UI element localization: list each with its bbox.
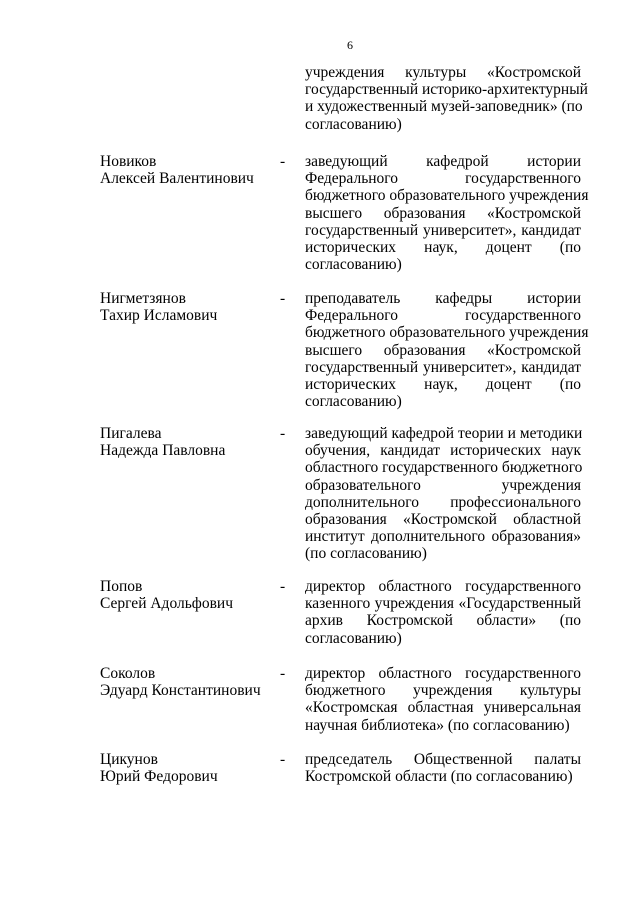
member-position-line: исторических наук, доцент (по bbox=[305, 376, 581, 393]
member-position-line: исторических наук, доцент (по bbox=[305, 239, 581, 256]
member-position-line: согласованию) bbox=[305, 393, 402, 411]
member-position-line: согласованию) bbox=[305, 629, 402, 647]
member-position-line: обучения, кандидат исторических наук bbox=[305, 442, 581, 460]
member-position-line: государственный университет», кандидат bbox=[305, 221, 581, 239]
member-position-line: научная библиотека» (по согласованию) bbox=[305, 716, 570, 734]
member-position-line: председатель Общественной палаты bbox=[305, 751, 581, 768]
member-given-names: Алексей Валентинович bbox=[100, 170, 254, 188]
member-position-line: Федерального государственного bbox=[305, 170, 581, 188]
member-position-line: согласованию) bbox=[305, 256, 402, 274]
member-position-line: высшего образования «Костромской bbox=[305, 341, 581, 359]
member-surname: Соколов bbox=[100, 665, 156, 682]
member-position-line: заведующий кафедрой истории bbox=[305, 153, 581, 170]
member-surname: Новиков bbox=[100, 153, 157, 170]
member-position-line: архив Костромской области» (по bbox=[305, 612, 581, 630]
member-dash: - bbox=[280, 578, 286, 595]
member-surname: Нигметзянов bbox=[100, 290, 186, 307]
continuation-line: согласованию) bbox=[305, 115, 402, 133]
member-position-line: образования «Костромской областной bbox=[305, 511, 581, 528]
member-position-line: преподаватель кафедры истории bbox=[305, 290, 581, 307]
member-position-line: заведующий кафедрой теории и методики bbox=[305, 425, 583, 442]
member-position-line: бюджетного образовательного учреждения bbox=[305, 324, 589, 342]
member-given-names: Эдуард Константинович bbox=[100, 682, 261, 700]
member-dash: - bbox=[280, 751, 286, 768]
continuation-line: и художественный музей-заповедник» (по bbox=[305, 98, 583, 116]
member-position-line: образовательного учреждения bbox=[305, 476, 581, 494]
member-given-names: Надежда Павловна bbox=[100, 442, 226, 460]
member-position-line: бюджетного образовательного учреждения bbox=[305, 187, 589, 205]
member-position-line: (по согласованию) bbox=[305, 545, 427, 563]
continuation-line: учреждения культуры «Костромской bbox=[305, 64, 581, 81]
member-dash: - bbox=[280, 425, 286, 442]
member-surname: Попов bbox=[100, 578, 143, 595]
member-position-line: директор областного государственного bbox=[305, 665, 581, 682]
member-position-line: директор областного государственного bbox=[305, 578, 581, 595]
member-position-line: институт дополнительного образования» bbox=[305, 528, 581, 546]
member-dash: - bbox=[280, 153, 286, 170]
member-given-names: Юрий Федорович bbox=[100, 768, 218, 786]
member-given-names: Сергей Адольфович bbox=[100, 595, 233, 613]
member-surname: Пигалева bbox=[100, 425, 162, 442]
page-number: 6 bbox=[347, 38, 353, 52]
member-position-line: казенного учреждения «Государственный bbox=[305, 595, 581, 613]
member-position-line: «Костромская областная универсальная bbox=[305, 699, 581, 717]
member-position-line: государственный университет», кандидат bbox=[305, 358, 581, 376]
member-position-line: дополнительного профессионального bbox=[305, 493, 581, 511]
member-surname: Цикунов bbox=[100, 751, 158, 768]
continuation-line: государственный историко-архитектурный bbox=[305, 81, 588, 99]
member-position-line: областного государственного бюджетного bbox=[305, 459, 583, 477]
member-position-line: Костромской области (по согласованию) bbox=[305, 768, 573, 786]
member-given-names: Тахир Исламович bbox=[100, 307, 218, 325]
member-dash: - bbox=[280, 665, 286, 682]
member-position-line: высшего образования «Костромской bbox=[305, 204, 581, 222]
member-position-line: бюджетного учреждения культуры bbox=[305, 682, 581, 700]
member-dash: - bbox=[280, 290, 286, 307]
member-position-line: Федерального государственного bbox=[305, 307, 581, 325]
